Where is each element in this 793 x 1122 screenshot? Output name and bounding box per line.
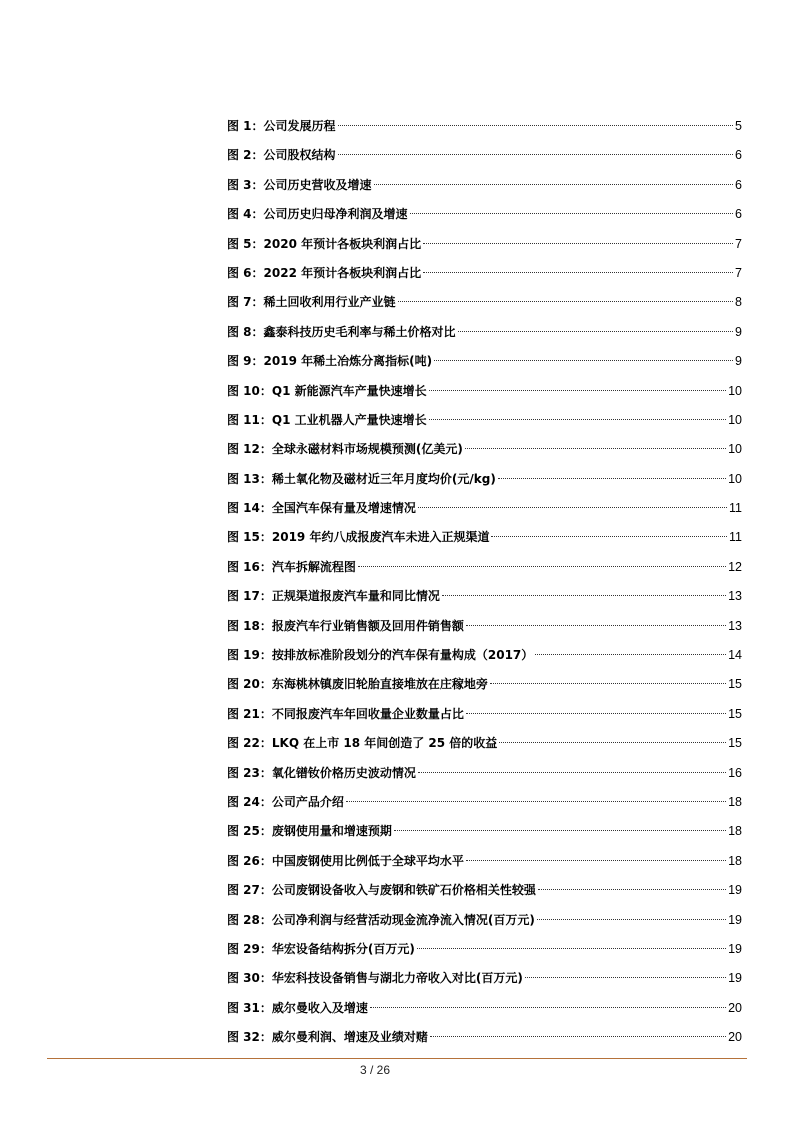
toc-entry[interactable]: [227, 612, 742, 641]
toc-entry-page[interactable]: 12: [728, 559, 742, 574]
toc-entry-title[interactable]: 图 12：全球永磁材料市场规模预测(亿美元): [227, 442, 463, 457]
toc-entry[interactable]: [227, 847, 742, 876]
toc-entry-page[interactable]: 15: [728, 736, 742, 751]
toc-entry-title[interactable]: 图 7：稀土回收利用行业产业链: [227, 295, 396, 310]
toc-entry-page[interactable]: 20: [728, 1030, 742, 1045]
toc-entry-title[interactable]: 图 17：正规渠道报废汽车量和同比情况: [227, 589, 440, 604]
toc-entry-page[interactable]: 15: [728, 706, 742, 721]
toc-entry-page[interactable]: 19: [728, 912, 742, 927]
toc-entry-page[interactable]: 18: [728, 794, 742, 809]
dot-leader: [429, 419, 726, 420]
toc-entry-title[interactable]: 图 25：废钢使用量和增速预期: [227, 824, 392, 839]
toc-entry[interactable]: [227, 171, 742, 200]
toc-entry-title[interactable]: 图 16：汽车拆解流程图: [227, 559, 356, 574]
toc-entry[interactable]: [227, 200, 742, 229]
toc-entry-page[interactable]: 15: [728, 677, 742, 692]
toc-entry-page[interactable]: 6: [735, 148, 742, 163]
dot-leader: [442, 595, 726, 596]
toc-entry-title[interactable]: 图 20：东海桃林镇废旧轮胎直接堆放在庄稼地旁: [227, 677, 488, 692]
toc-entry[interactable]: [227, 494, 742, 523]
toc-entry[interactable]: [227, 288, 742, 317]
toc-entry[interactable]: [227, 935, 742, 964]
toc-entry-title[interactable]: 图 18：报废汽车行业销售额及回用件销售额: [227, 618, 464, 633]
toc-entry[interactable]: [227, 553, 742, 582]
toc-entry[interactable]: [227, 318, 742, 347]
toc-entry[interactable]: [227, 582, 742, 611]
dot-leader: [338, 154, 734, 155]
toc-entry-page[interactable]: 11: [729, 530, 742, 545]
dot-leader: [430, 1036, 726, 1037]
dot-leader: [537, 919, 726, 920]
dot-leader: [466, 860, 726, 861]
toc-entry[interactable]: [227, 141, 742, 170]
toc-entry[interactable]: [227, 700, 742, 729]
toc-entry-title[interactable]: 图 6：2022 年预计各板块利润占比: [227, 265, 422, 280]
dot-leader: [418, 772, 726, 773]
dot-leader: [417, 948, 726, 949]
dot-leader: [358, 566, 726, 567]
toc-entry-title[interactable]: 图 14：全国汽车保有量及增速情况: [227, 501, 416, 516]
dot-leader: [490, 683, 726, 684]
toc-entry-page[interactable]: 13: [728, 589, 742, 604]
toc-entry[interactable]: [227, 906, 742, 935]
dot-leader: [346, 801, 726, 802]
toc-entry[interactable]: [227, 759, 742, 788]
toc-entry[interactable]: [227, 788, 742, 817]
toc-entry-title[interactable]: 图 30：华宏科技设备销售与湖北力帝收入对比(百万元): [227, 971, 523, 986]
toc-entry-title[interactable]: 图 5：2020 年预计各板块利润占比: [227, 236, 422, 251]
toc-entry-page[interactable]: 6: [735, 177, 742, 192]
dot-leader: [423, 272, 733, 273]
toc-entry-page[interactable]: 19: [728, 883, 742, 898]
toc-entry-title[interactable]: 图 4：公司历史归母净利润及增速: [227, 207, 408, 222]
toc-entry[interactable]: [227, 964, 742, 993]
toc-entry-page[interactable]: 20: [728, 1000, 742, 1015]
dot-leader: [525, 977, 726, 978]
dot-leader: [498, 478, 726, 479]
toc-entry-page[interactable]: 9: [735, 354, 742, 369]
toc-entry[interactable]: [227, 729, 742, 758]
toc-entry-page[interactable]: 10: [728, 471, 742, 486]
toc-entry-page[interactable]: 7: [735, 265, 742, 280]
dot-leader: [370, 1007, 726, 1008]
dot-leader: [491, 536, 727, 537]
dot-leader: [410, 213, 734, 214]
toc-entry-title[interactable]: 图 2：公司股权结构: [227, 148, 336, 163]
toc-entry[interactable]: [227, 523, 742, 552]
toc-entry-page[interactable]: 13: [728, 618, 742, 633]
toc-entry-page[interactable]: 5: [735, 119, 742, 133]
toc-entry-page[interactable]: 16: [728, 765, 742, 780]
toc-entry-title[interactable]: 图 23：氧化镨钕价格历史波动情况: [227, 765, 416, 780]
toc-entry-page[interactable]: 10: [728, 442, 742, 457]
toc-entry-title[interactable]: 图 15：2019 年约八成报废汽车未进入正规渠道: [227, 530, 490, 545]
dot-leader: [499, 742, 726, 743]
dot-leader: [466, 625, 726, 626]
dot-leader: [466, 713, 726, 714]
toc-entry-title[interactable]: 图 3：公司历史营收及增速: [227, 177, 372, 192]
toc-entry[interactable]: [227, 817, 742, 846]
toc-entry-title[interactable]: 图 13：稀土氧化物及磁材近三年月度均价(元/kg): [227, 471, 496, 486]
toc-entry-title[interactable]: 图 27：公司废钢设备收入与废钢和铁矿石价格相关性较强: [227, 883, 536, 898]
toc-entry-page[interactable]: 14: [728, 648, 742, 663]
dot-leader: [418, 507, 727, 508]
dot-leader: [394, 830, 726, 831]
toc-entry-page[interactable]: 11: [729, 501, 742, 516]
toc-entry[interactable]: [227, 994, 742, 1023]
toc-entry[interactable]: [227, 435, 742, 464]
toc-entry-page[interactable]: 7: [735, 236, 742, 251]
toc-entry-title[interactable]: 图 19：按排放标准阶段划分的汽车保有量构成（2017）: [227, 648, 534, 663]
toc-entry[interactable]: [227, 1023, 742, 1052]
toc-entry-page[interactable]: 9: [735, 324, 742, 339]
table-of-figures: [227, 112, 742, 1053]
toc-entry[interactable]: [227, 377, 742, 406]
dot-leader: [535, 654, 726, 655]
toc-entry-title[interactable]: 图 24：公司产品介绍: [227, 794, 344, 809]
toc-entry-title[interactable]: 图 31：威尔曼收入及增速: [227, 1000, 368, 1015]
toc-entry-title[interactable]: 图 32：威尔曼利润、增速及业绩对赌: [227, 1030, 428, 1045]
toc-entry-title[interactable]: 图 11：Q1 工业机器人产量快速增长: [227, 412, 427, 427]
toc-entry-title[interactable]: 图 26：中国废钢使用比例低于全球平均水平: [227, 853, 464, 868]
toc-entry-title[interactable]: 图 10：Q1 新能源汽车产量快速增长: [227, 383, 427, 398]
toc-entry-title[interactable]: 图 21：不同报废汽车年回收量企业数量占比: [227, 706, 464, 721]
toc-entry-page[interactable]: 19: [728, 941, 742, 956]
toc-entry[interactable]: [227, 259, 742, 288]
toc-entry[interactable]: [227, 876, 742, 905]
toc-entry[interactable]: [227, 406, 742, 435]
toc-entry[interactable]: [227, 347, 742, 376]
toc-entry-title[interactable]: 图 1：公司发展历程: [227, 119, 336, 133]
dot-leader: [429, 390, 726, 391]
toc-entry-page[interactable]: 10: [728, 383, 742, 398]
dot-leader: [374, 184, 734, 185]
dot-leader: [434, 360, 733, 361]
toc-entry-page[interactable]: 8: [735, 295, 742, 310]
toc-entry-title[interactable]: 图 22：LKQ 在上市 18 年间创造了 25 倍的收益: [227, 736, 498, 751]
toc-entry-title[interactable]: 图 29：华宏设备结构拆分(百万元): [227, 941, 415, 956]
dot-leader: [338, 125, 734, 126]
toc-entry[interactable]: [227, 641, 742, 670]
toc-entry-title[interactable]: 图 28：公司净利润与经营活动现金流净流入情况(百万元): [227, 912, 535, 927]
toc-entry-page[interactable]: 6: [735, 207, 742, 222]
toc-entry-page[interactable]: 18: [728, 824, 742, 839]
dot-leader: [423, 243, 733, 244]
toc-entry-title[interactable]: 图 8：鑫泰科技历史毛利率与稀土价格对比: [227, 324, 456, 339]
page-number: 3 / 26: [359, 1063, 391, 1077]
dot-leader: [398, 301, 734, 302]
toc-entry-page[interactable]: 10: [728, 412, 742, 427]
dot-leader: [538, 889, 726, 890]
toc-entry-page[interactable]: 18: [728, 853, 742, 868]
toc-entry-page[interactable]: 19: [728, 971, 742, 986]
toc-entry[interactable]: [227, 230, 742, 259]
toc-entry[interactable]: [227, 112, 742, 141]
toc-entry[interactable]: [227, 670, 742, 699]
toc-entry[interactable]: [227, 465, 742, 494]
dot-leader: [458, 331, 734, 332]
toc-entry-title[interactable]: 图 9：2019 年稀土冶炼分离指标(吨): [227, 354, 433, 369]
footer-divider: [47, 1058, 747, 1059]
dot-leader: [465, 448, 726, 449]
